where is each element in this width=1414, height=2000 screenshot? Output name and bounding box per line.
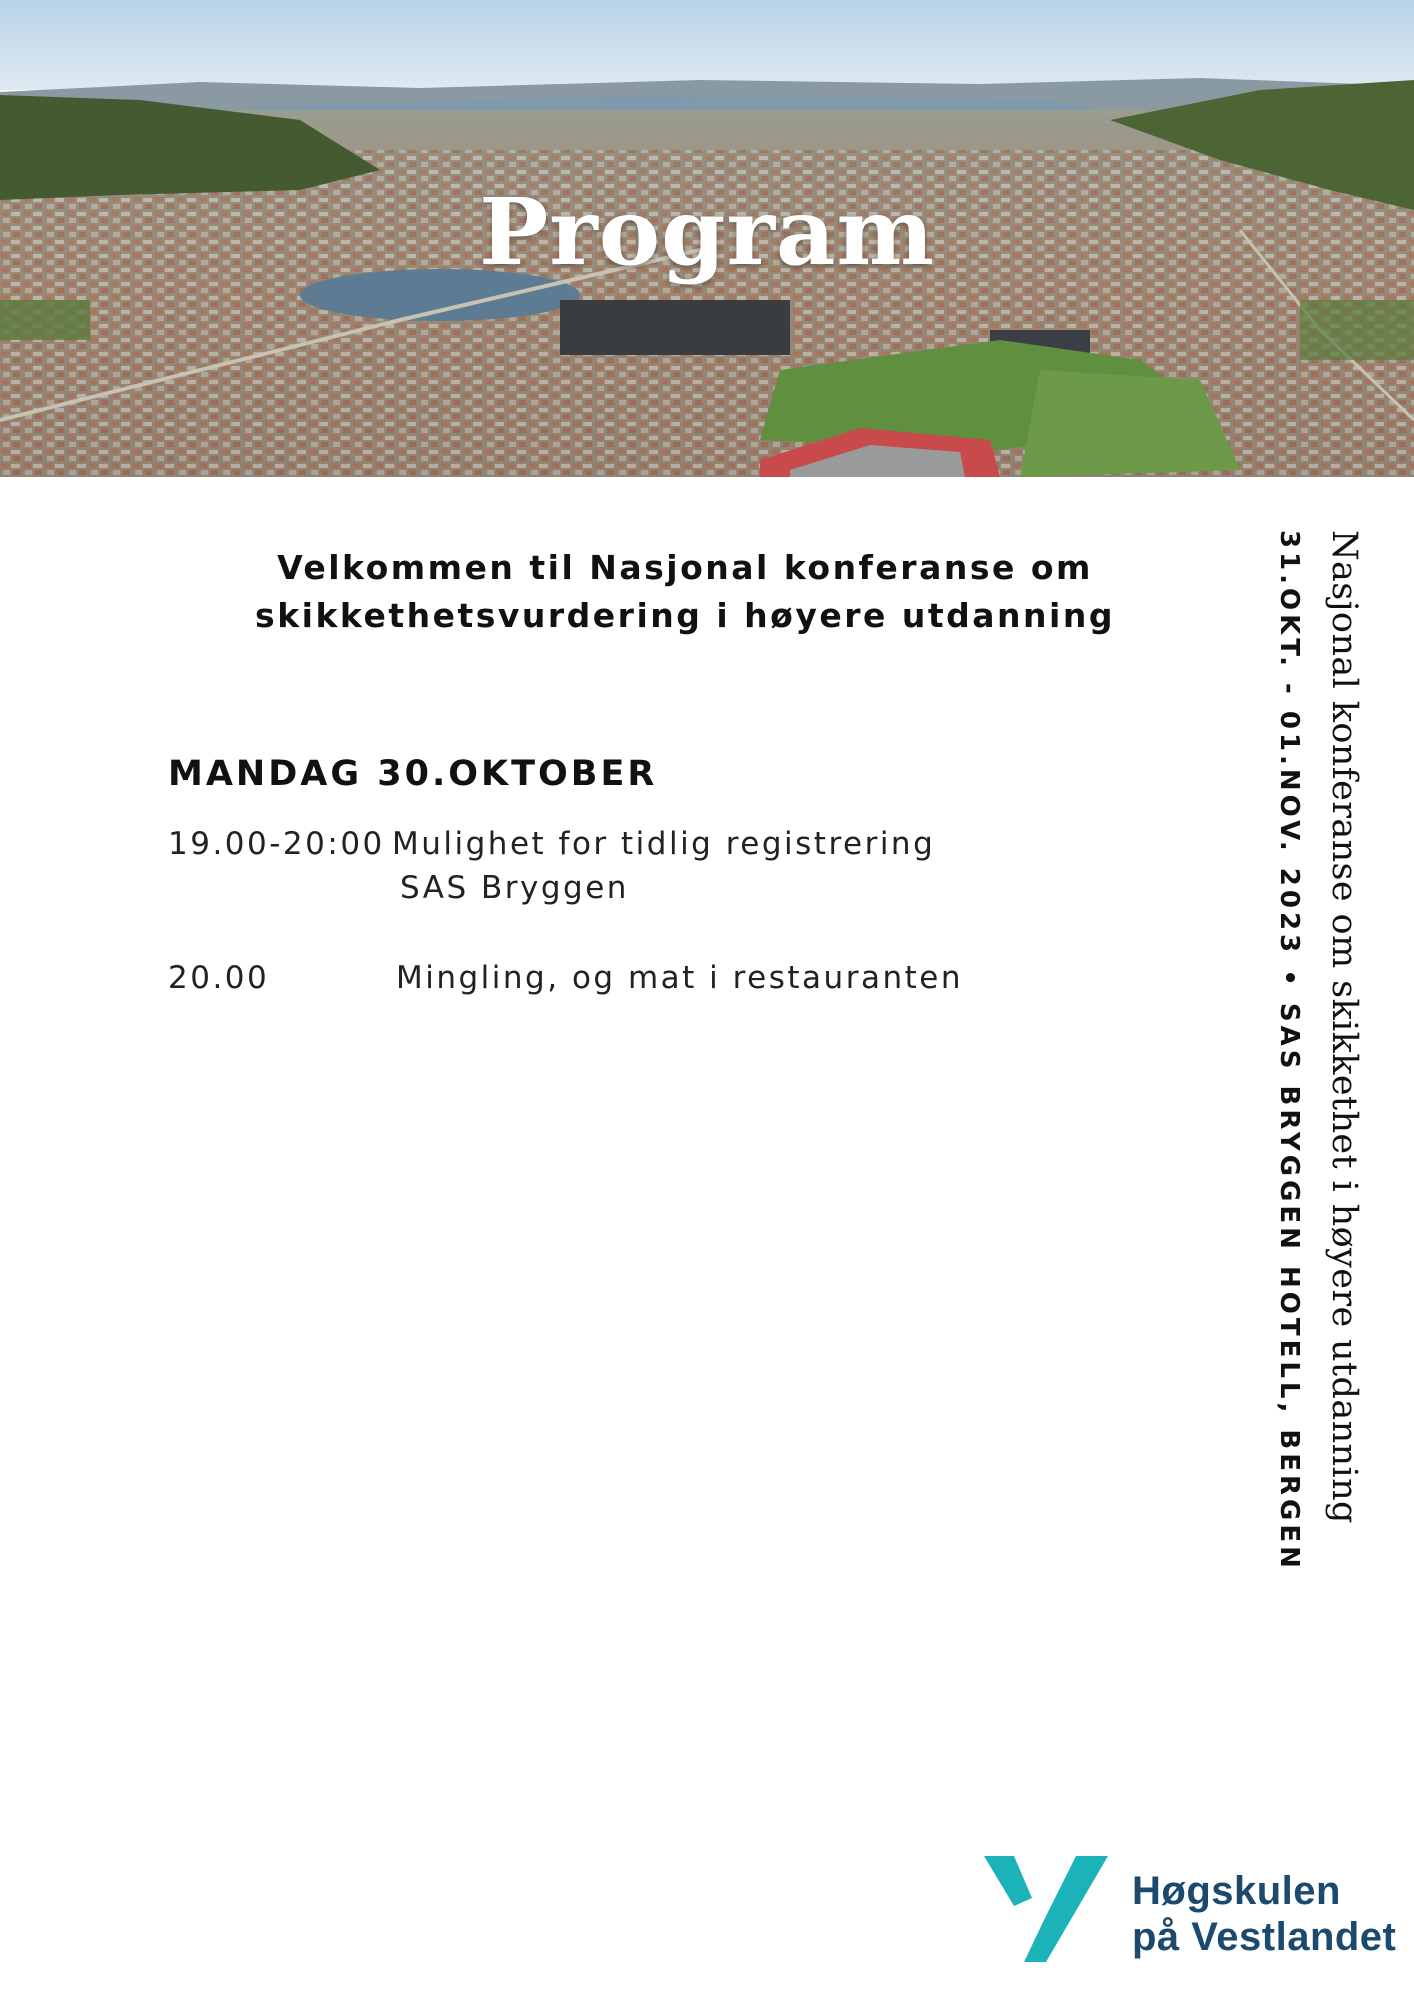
program-item-description: Mingling, og mat i restauranten: [396, 960, 963, 996]
program-item-time: 20.00: [168, 960, 270, 996]
hvl-v-logo-icon: [984, 1856, 1108, 1962]
logo-line-2: på Vestlandet: [1132, 1915, 1397, 1959]
program-item-location: SAS Bryggen: [400, 870, 629, 906]
hvl-logo: [984, 1856, 1397, 1966]
page-title: Program: [479, 178, 935, 286]
conference-title-vertical: Nasjonal konferanse om skikkethet i høyere utdanning: [1324, 530, 1364, 1524]
hvl-logo-text: [1132, 1868, 1396, 1960]
welcome-heading: [250, 544, 1120, 640]
day-heading: MANDAG 30.OKTOBER: [168, 754, 658, 794]
hero-banner: [0, 0, 1414, 477]
logo-line-1: Høgskulen: [1132, 1869, 1341, 1913]
welcome-line-1: Velkommen til Nasjonal konferanse om: [277, 548, 1093, 587]
program-item-description: Mulighet for tidlig registrering: [392, 826, 936, 862]
welcome-line-2: skikkethetsvurdering i høyere utdanning: [255, 596, 1115, 635]
conference-date-venue-vertical: 31.OKT. - 01.NOV. 2023 • SAS BRYGGEN HOTELL, BERGEN: [1274, 530, 1304, 1572]
program-item-time: 19.00-20:00: [168, 826, 385, 862]
